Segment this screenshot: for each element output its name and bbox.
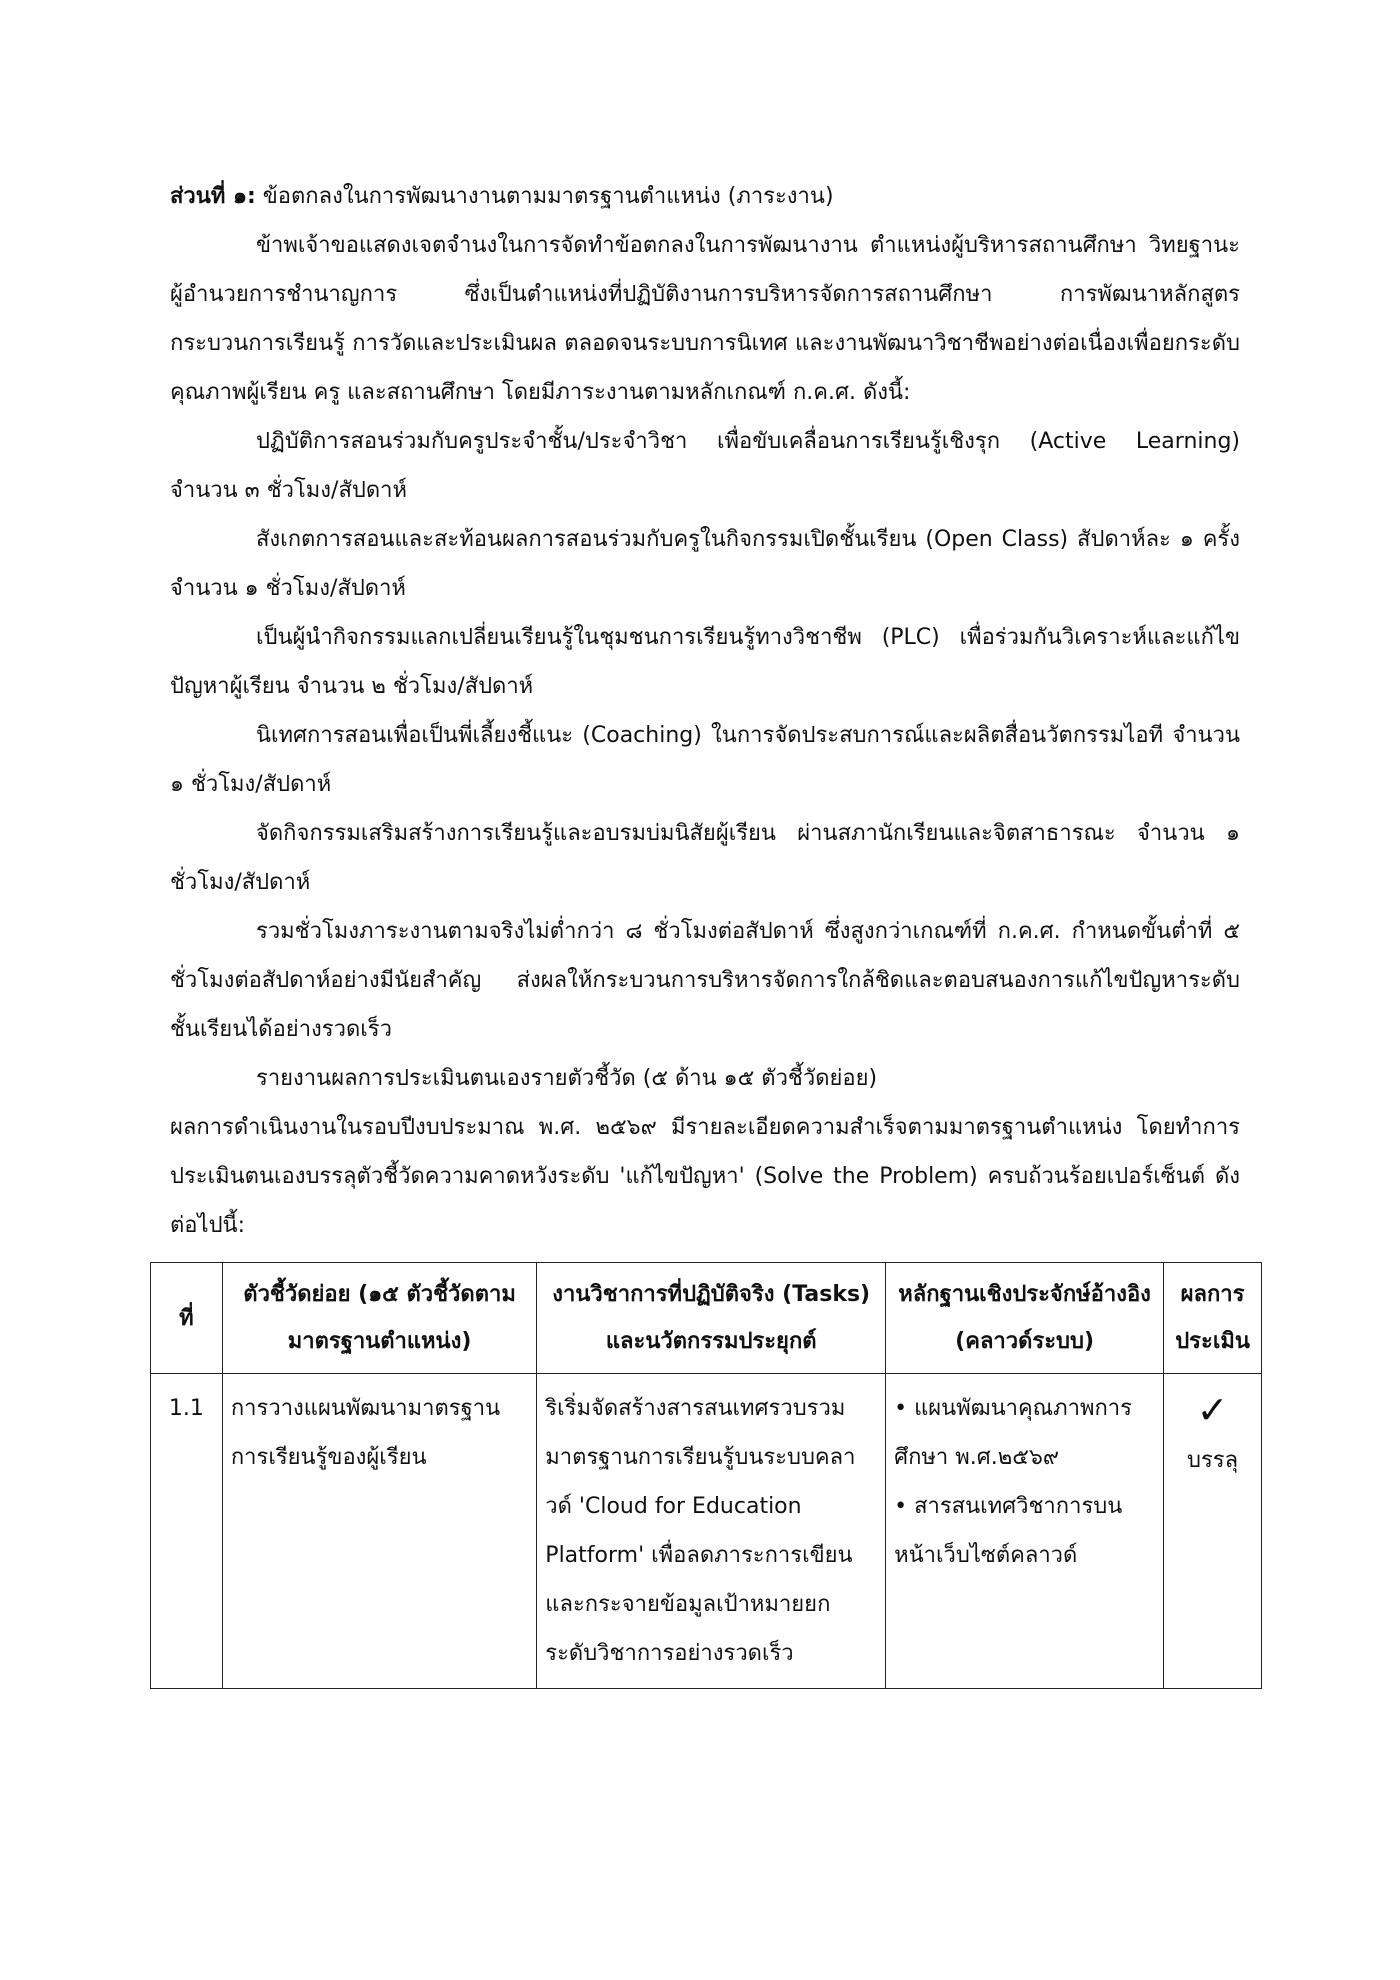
row-number: 1.1	[151, 1374, 223, 1689]
intro-paragraph: ข้าพเจ้าขอแสดงเจตจำนงในการจัดทำข้อตกลงในการพัฒนางาน ตำแหน่งผู้บริหารสถานศึกษา วิทยฐานะผู้อำนวยการชำนาญการ ซึ่งเป็นตำแหน่งที่ปฏิบัติงานการบริหารจัดการสถานศึกษา การพัฒนาหลักสูตร กระบวนการเรียนรู้ การวัดและประเมินผล ตลอดจนระบบการนิเทศ และงานพัฒนาวิชาชีพอย่างต่อเนื่องเพื่อยกระดับคุณภาพผู้เรียน ครู และสถานศึกษา โดยมีภาระงานตามหลักเกณฑ์ ก.ค.ศ. ดังนี้:	[170, 233, 1240, 405]
checkmark-icon: ✓	[1196, 1388, 1229, 1432]
row-evidence	[886, 1374, 1164, 1689]
workload-item-plc: เป็นผู้นำกิจกรรมแลกเปลี่ยนเรียนรู้ในชุมชนการเรียนรู้ทางวิชาชีพ (PLC) เพื่อร่วมกันวิเคราะห์และแก้ไขปัญหาผู้เรียน จำนวน ๒ ชั่วโมง/สัปดาห์	[170, 625, 1240, 699]
indicator-table	[150, 1262, 1262, 1689]
header-no: ที่	[151, 1263, 223, 1374]
row-result	[1164, 1374, 1262, 1689]
table-header-row	[151, 1263, 1262, 1374]
evidence-item: • สารสนเทศวิชาการบนหน้าเว็บไซต์คลาวด์	[894, 1494, 1123, 1568]
header-task: งานวิชาการที่ปฏิบัติจริง (Tasks) และนวัตกรรมประยุกต์	[537, 1263, 886, 1374]
table-row	[151, 1374, 1262, 1689]
evidence-item: • แผนพัฒนาคุณภาพการศึกษา พ.ศ.๒๕๖๙	[894, 1396, 1132, 1470]
workload-item-student-activities: จัดกิจกรรมเสริมสร้างการเรียนรู้และอบรมบ่มนิสัยผู้เรียน ผ่านสภานักเรียนและจิตสาธารณะ จำนวน ๑ ชั่วโมง/สัปดาห์	[170, 821, 1240, 895]
workload-item-open-class: สังเกตการสอนและสะท้อนผลการสอนร่วมกับครูในกิจกรรมเปิดชั้นเรียน (Open Class) สัปดาห์ละ ๑ ครั้ง จำนวน ๑ ชั่วโมง/สัปดาห์	[170, 527, 1240, 601]
self-assessment-heading: รายงานผลการประเมินตนเองรายตัวชี้วัด (๕ ด้าน ๑๕ ตัวชี้วัดย่อย)	[256, 1066, 878, 1091]
row-task: ริเริ่มจัดสร้างสารสนเทศรวบรวมมาตรฐานการเรียนรู้บนระบบคลาวด์ 'Cloud for Education Platform' เพื่อลดภาระการเขียนและกระจายข้อมูลเป้าหมายยกระดับวิชาการอย่างรวดเร็ว	[537, 1374, 886, 1689]
workload-item-coaching: นิเทศการสอนเพื่อเป็นพี่เลี้ยงชี้แนะ (Coaching) ในการจัดประสบการณ์และผลิตสื่อนวัตกรรมไอที จำนวน ๑ ชั่วโมง/สัปดาห์	[170, 723, 1240, 797]
header-result: ผลการประเมิน	[1164, 1263, 1262, 1374]
document-body	[170, 172, 1240, 1250]
section-title: ข้อตกลงในการพัฒนางานตามมาตรฐานตำแหน่ง (ภาระงาน)	[262, 184, 834, 209]
header-indicator: ตัวชี้วัดย่อย (๑๕ ตัวชี้วัดตามมาตรฐานตำแหน่ง)	[222, 1263, 536, 1374]
section-label: ส่วนที่ ๑:	[170, 184, 256, 209]
summary-paragraph: ผลการดำเนินงานในรอบปีงบประมาณ พ.ศ. ๒๕๖๙ มีรายละเอียดความสำเร็จตามมาตรฐานตำแหน่ง โดยทำการประเมินตนเองบรรลุตัวชี้วัดความคาดหวังระดับ 'แก้ไขปัญหา' (Solve the Problem) ครบถ้วนร้อยเปอร์เซ็นต์ ดังต่อไปนี้:	[170, 1115, 1240, 1238]
result-text: บรรลุ	[1187, 1448, 1239, 1473]
row-indicator: การวางแผนพัฒนามาตรฐานการเรียนรู้ของผู้เรียน	[222, 1374, 536, 1689]
workload-total-paragraph: รวมชั่วโมงภาระงานตามจริงไม่ต่ำกว่า ๘ ชั่วโมงต่อสัปดาห์ ซึ่งสูงกว่าเกณฑ์ที่ ก.ค.ศ. กำหนดขั้นต่ำที่ ๕ ชั่วโมงต่อสัปดาห์อย่างมีนัยสำคัญ ส่งผลให้กระบวนการบริหารจัดการใกล้ชิดและตอบสนองการแก้ไขปัญหาระดับชั้นเรียนได้อย่างรวดเร็ว	[170, 919, 1240, 1042]
section-heading	[170, 172, 1240, 221]
workload-item-active-learning: ปฏิบัติการสอนร่วมกับครูประจำชั้น/ประจำวิชา เพื่อขับเคลื่อนการเรียนรู้เชิงรุก (Active Learning) จำนวน ๓ ชั่วโมง/สัปดาห์	[170, 429, 1240, 503]
header-evidence: หลักฐานเชิงประจักษ์อ้างอิง (คลาวด์ระบบ)	[886, 1263, 1164, 1374]
